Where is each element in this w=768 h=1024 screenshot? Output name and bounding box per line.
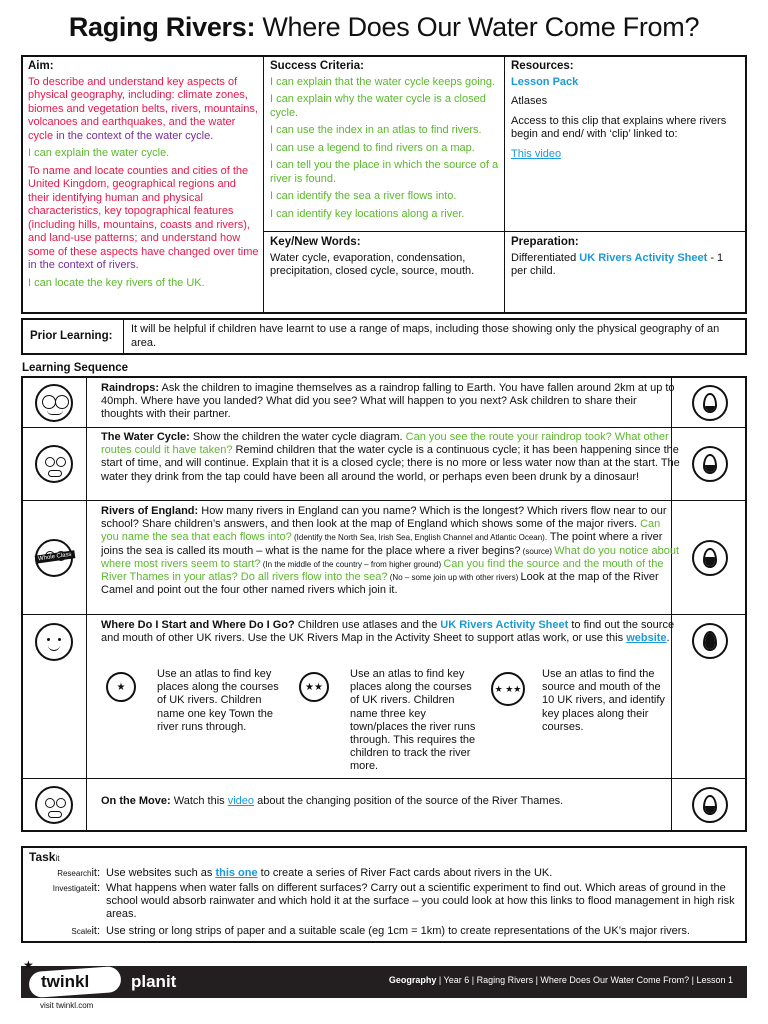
activity-sheet-link[interactable]: UK Rivers Activity Sheet	[579, 251, 708, 264]
success-item: I can use the index in an atlas to find rivers.	[270, 124, 482, 136]
where-text: Where Do I Start and Where Do I Go? Children use atlases and the UK Rivers Activity Sheet to find out the source and mouth of other UK rivers. Use the UK Rivers Map in the Activity Sheet to support atlas work, or use this website.	[101, 619, 675, 645]
owl-icon	[35, 786, 73, 824]
success-criteria-cell	[270, 60, 500, 225]
aim-heading: Aim:	[28, 60, 54, 72]
success-item: I can explain why the water cycle is a closed cycle.	[270, 93, 486, 119]
learning-sequence-heading: Learning Sequence	[22, 362, 129, 374]
sequence-row-raindrops	[21, 378, 747, 427]
success-item: I can identify the sea a river flows into.	[270, 190, 457, 202]
preparation-heading: Preparation:	[511, 236, 579, 248]
sequence-row-rivers-of-england	[21, 501, 747, 614]
lesson-pack-link[interactable]: Lesson Pack	[511, 75, 579, 88]
two-star-icon: ★★	[299, 672, 329, 702]
success-item: I can use a legend to find rivers on a map.	[270, 141, 475, 154]
planit-brand: planit	[131, 972, 177, 991]
success-item: I can explain that the water cycle keeps going.	[270, 75, 496, 88]
sequence-row-on-the-move	[21, 779, 747, 831]
resources-cell	[511, 60, 741, 165]
aim-objective-2: To name and locate counties and cities of the United Kingdom, geographical regions and their identifying human and physical characteristics, key topographical features (including hills, mountains, coasts and rivers), and land-use patterns; and understand how some of these aspects have changed over time in the context of rivers.	[28, 164, 259, 271]
aim-i-can-2: I can locate the key rivers of the UK.	[28, 276, 205, 289]
drop-progress-icon	[692, 623, 728, 659]
preparation-text: Differentiated UK Rivers Activity Sheet - 1 per child.	[511, 251, 724, 277]
title-rest: Where Does Our Water Come From?	[255, 12, 700, 42]
drop-progress-icon	[692, 385, 728, 421]
visit-twinkl-text[interactable]: visit twinkl.com	[40, 1001, 94, 1010]
twinkl-brand: twinkl	[41, 972, 90, 991]
footer-bar	[21, 958, 747, 998]
divider	[263, 56, 264, 313]
success-item: I can tell you the place in which the source of a river is found.	[270, 159, 499, 185]
differentiation-1: Use an atlas to find key places along the courses of UK rivers. Children name one key Town the river runs through.	[157, 668, 279, 733]
footer-lesson-info: Geography | Year 6 | Raging Rivers | Where Does Our Water Come From? | Lesson 1	[388, 975, 733, 985]
rivers-text: Rivers of England: How many rivers in England can you name? Which is the longest? Which rivers flow near to our school? Share children’s answers, and then look at the map of England which shows some of the major rivers. Can you name the sea that each flows into? (Identify the North Sea, Irish Sea, English Channel and Atlantic Ocean). The point where a river joins the sea is called its mouth – what is the name for the place where a river begins? (source) What do you notice about where most rivers seem to start? (In the middle of the country – from higher ground) Can you find the source and the mouth of the River Thames in your atlas? Do all rivers flow into the sea? (No – some join up with other rivers) Look at the map of the River Camel and point out the four other named rivers which join it.	[101, 505, 679, 597]
star-icon: ★	[23, 958, 34, 972]
research-label: Researchit:	[57, 867, 100, 879]
child-face-icon	[35, 623, 73, 661]
one-star-icon: ★	[106, 672, 136, 702]
whole-class-badge: Whole Class	[35, 550, 75, 563]
sequence-row-where-do-i-start	[21, 615, 747, 778]
prior-learning-text: It will be helpful if children have learnt to use a range of maps, including those showing only the physical geography of an area.	[131, 323, 720, 349]
keywords-cell	[270, 236, 500, 283]
differentiation-2: Use an atlas to find key places along the courses of UK rivers. Children name three key town/places the river runs through. This requires the children to track the river more.	[350, 668, 476, 773]
resources-heading: Resources:	[511, 60, 574, 72]
this-one-link[interactable]: this one	[215, 867, 258, 879]
water-cycle-text: The Water Cycle: Show the children the water cycle diagram. Can you see the route your raindrop took? What other routes could it have taken? Remind children that the water cycle is a continuous cycle; it has been happening since the start of time, and will continue. Explain that it is a closed cycle; there is no more or less water now than at the start. The water they drink from the tap could have been all around the world, or perhaps even been drunk by a dinosaur!	[101, 431, 680, 483]
activity-sheet-link[interactable]: UK Rivers Activity Sheet	[440, 619, 569, 631]
investigate-text: What happens when water falls on different surfaces? Carry out a scientific experiment to find out. Which areas of ground in the school would absorb rainwater and which hold it at the surface – you could look at how this links to flood management in high risk areas.	[106, 882, 735, 921]
three-star-icon: ★ ★★	[491, 672, 525, 706]
task-heading: Taskit	[29, 850, 60, 864]
video-link[interactable]: This video	[511, 147, 562, 160]
preparation-cell	[511, 236, 741, 283]
scale-text: Use string or long strips of paper and a suitable scale (eg 1cm = 1km) to create representations of the UK’s major rivers.	[106, 925, 690, 937]
sequence-row-water-cycle	[21, 428, 747, 500]
keywords-heading: Key/New Words:	[270, 236, 361, 248]
aim-objective-1: To describe and understand key aspects of physical geography, including: climate zones, biomes and vegetation belts, rivers, mountains, volcanoes and earthquakes, and the water cycle in the context of the water cycle.	[28, 75, 258, 142]
research-text: Use websites such as this one to create a series of River Fact cards about rivers in the UK.	[106, 867, 553, 879]
drop-progress-icon	[692, 787, 728, 823]
divider	[504, 56, 505, 313]
scale-label: Scaleit:	[71, 925, 100, 937]
success-heading: Success Criteria:	[270, 60, 364, 72]
keywords-text: Water cycle, evaporation, condensation, precipitation, closed cycle, source, mouth.	[270, 251, 475, 277]
owl-icon	[35, 445, 73, 483]
raindrops-text: Raindrops: Ask the children to imagine themselves as a raindrop falling to Earth. You have fallen around 2km at up to 40mph. Where have you landed? What did you see? What will happen to you next? Ask children to share their thoughts with their partner.	[101, 382, 675, 421]
atlases-text: Atlases	[511, 95, 548, 107]
aim-cell	[28, 60, 260, 294]
success-item: I can identify key locations along a river.	[270, 207, 465, 220]
prior-learning-label: Prior Learning:	[30, 330, 113, 342]
divider	[264, 231, 746, 232]
divider	[123, 319, 124, 354]
differentiation-3: Use an atlas to find the source and mouth of the 10 UK rivers, and identify key places along their courses.	[542, 668, 665, 733]
page-title	[0, 12, 768, 43]
video-link[interactable]: video	[227, 795, 255, 807]
title-bold: Raging Rivers:	[68, 12, 256, 42]
aim-i-can-1: I can explain the water cycle.	[28, 147, 170, 159]
access-text: Access to this clip that explains where rivers begin and end/ with ‘clip’ linked to:	[511, 114, 727, 140]
drop-progress-icon	[692, 540, 728, 576]
investigate-label: Investigateit:	[52, 882, 100, 894]
website-link[interactable]: website	[626, 632, 667, 645]
drop-progress-icon	[692, 446, 728, 482]
group-faces-icon	[35, 384, 73, 422]
on-the-move-text: On the Move: Watch this video about the changing position of the source of the River Thames.	[101, 795, 564, 807]
